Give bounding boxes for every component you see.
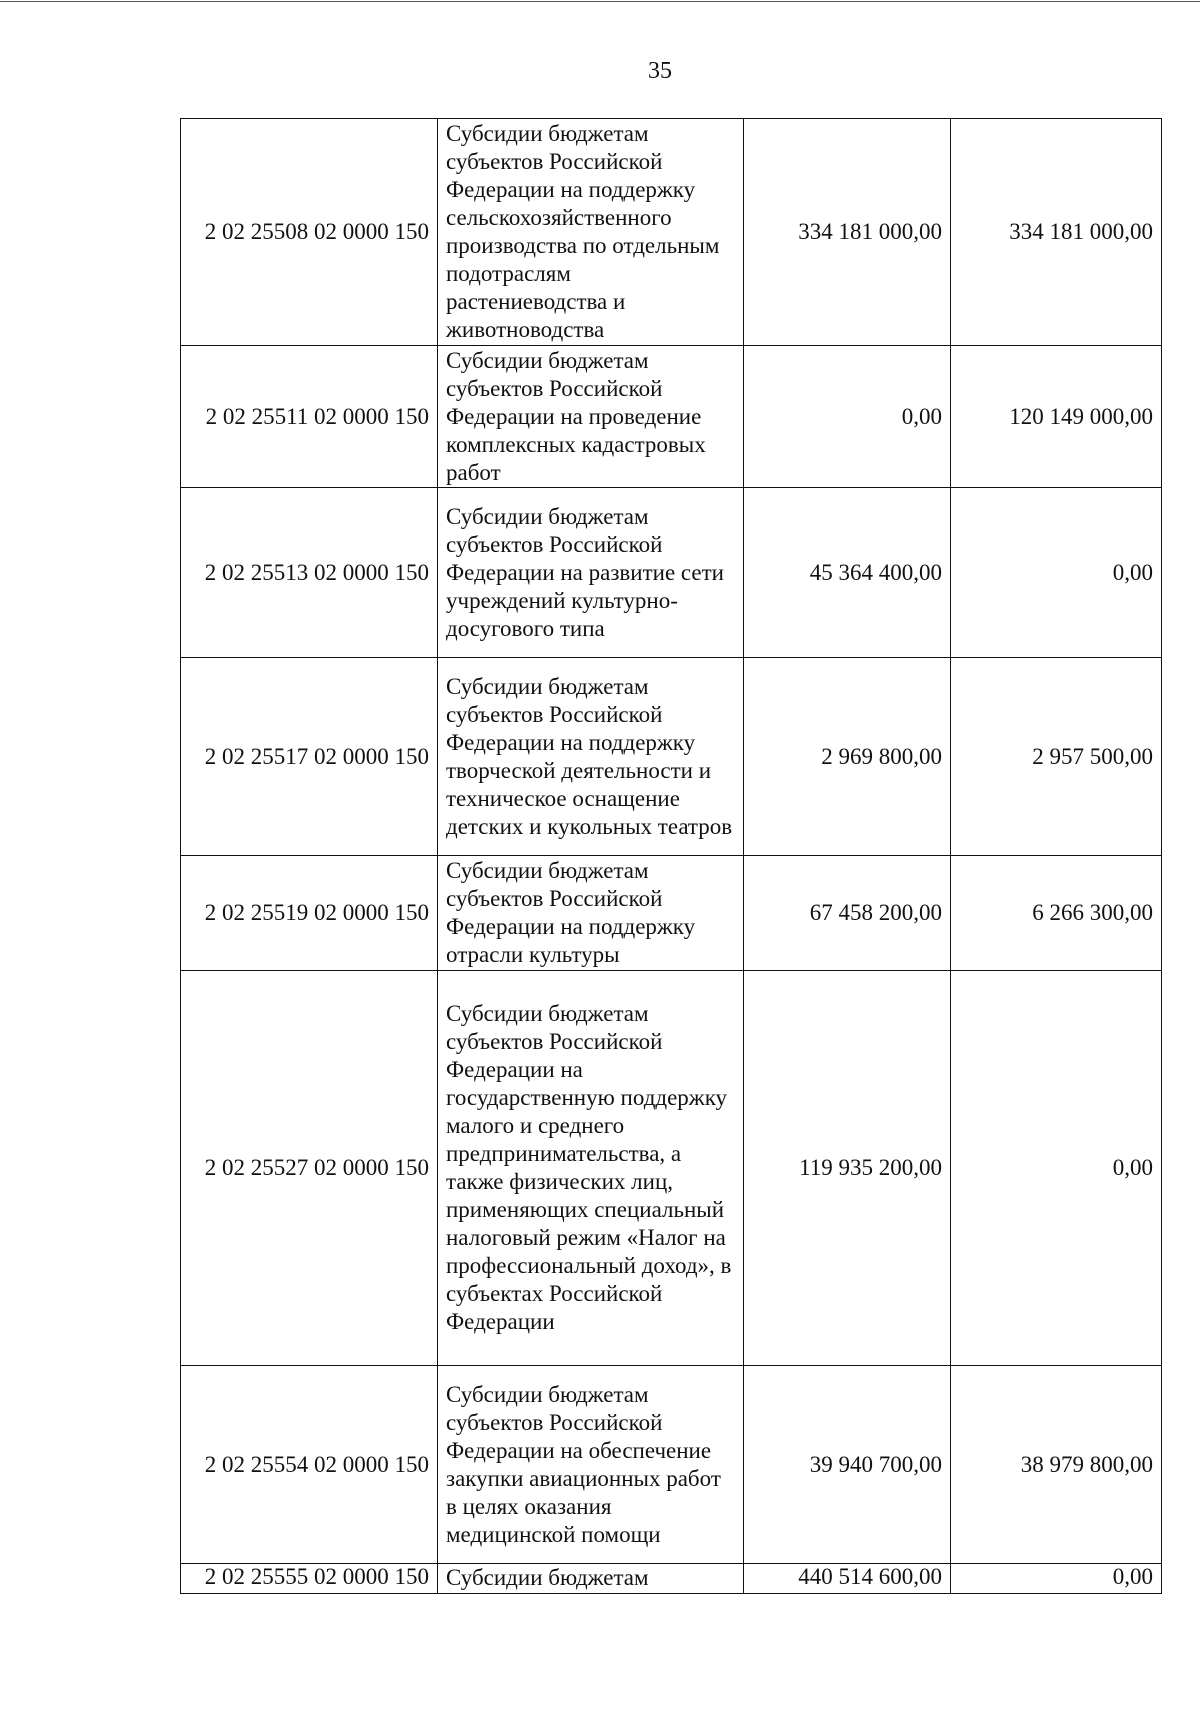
budget-code-cell: 2 02 25517 02 0000 150 [181, 658, 438, 856]
amount-cell-2: 120 149 000,00 [951, 346, 1162, 488]
amount-cell-1: 334 181 000,00 [744, 119, 951, 346]
amount-cell-1: 2 969 800,00 [744, 658, 951, 856]
amount-cell-1: 39 940 700,00 [744, 1366, 951, 1564]
description-cell: Субсидии бюджетам субъектов Российской Федерации на проведение комплексных кадастровых работ [438, 346, 744, 488]
amount-cell-2: 6 266 300,00 [951, 856, 1162, 971]
budget-code-cell: 2 02 25511 02 0000 150 [181, 346, 438, 488]
table-row [181, 856, 1162, 971]
table-row [181, 1366, 1162, 1564]
table-row [181, 1564, 1162, 1594]
amount-cell-2: 38 979 800,00 [951, 1366, 1162, 1564]
amount-cell-2: 2 957 500,00 [951, 658, 1162, 856]
page-top-edge [0, 1, 1200, 2]
amount-cell-1: 0,00 [744, 346, 951, 488]
description-cell: Субсидии бюджетам субъектов Российской Федерации на государственную поддержку малого и среднего предпринимательства, а также физических лиц, применяющих специальный налоговый режим «Налог на профессиональный доход», в субъектах Российской Федерации [438, 971, 744, 1366]
table-row [181, 658, 1162, 856]
amount-cell-1: 45 364 400,00 [744, 488, 951, 658]
budget-code-cell: 2 02 25508 02 0000 150 [181, 119, 438, 346]
page-number: 35 [648, 58, 672, 84]
amount-cell-2: 0,00 [951, 1564, 1162, 1594]
budget-code-cell: 2 02 25527 02 0000 150 [181, 971, 438, 1366]
description-cell: Субсидии бюджетам субъектов Российской Федерации на обеспечение закупки авиационных работ в целях оказания медицинской помощи [438, 1366, 744, 1564]
amount-cell-1: 67 458 200,00 [744, 856, 951, 971]
amount-cell-2: 334 181 000,00 [951, 119, 1162, 346]
description-cell: Субсидии бюджетам субъектов Российской Федерации на поддержку отрасли культуры [438, 856, 744, 971]
budget-table [180, 118, 1162, 1594]
table-row [181, 346, 1162, 488]
amount-cell-1: 440 514 600,00 [744, 1564, 951, 1594]
description-cell: Субсидии бюджетам [438, 1564, 744, 1594]
table-row [181, 488, 1162, 658]
amount-cell-2: 0,00 [951, 971, 1162, 1366]
amount-cell-2: 0,00 [951, 488, 1162, 658]
description-cell: Субсидии бюджетам субъектов Российской Федерации на развитие сети учреждений культурно-досугового типа [438, 488, 744, 658]
table-row [181, 971, 1162, 1366]
amount-cell-1: 119 935 200,00 [744, 971, 951, 1366]
budget-code-cell: 2 02 25519 02 0000 150 [181, 856, 438, 971]
budget-code-cell: 2 02 25513 02 0000 150 [181, 488, 438, 658]
budget-code-cell: 2 02 25555 02 0000 150 [181, 1564, 438, 1594]
description-cell: Субсидии бюджетам субъектов Российской Федерации на поддержку творческой деятельности и техническое оснащение детских и кукольных театров [438, 658, 744, 856]
description-cell: Субсидии бюджетам субъектов Российской Федерации на поддержку сельскохозяйственного производства по отдельным подотраслям растениеводства и животноводства [438, 119, 744, 346]
table-row [181, 119, 1162, 346]
budget-code-cell: 2 02 25554 02 0000 150 [181, 1366, 438, 1564]
